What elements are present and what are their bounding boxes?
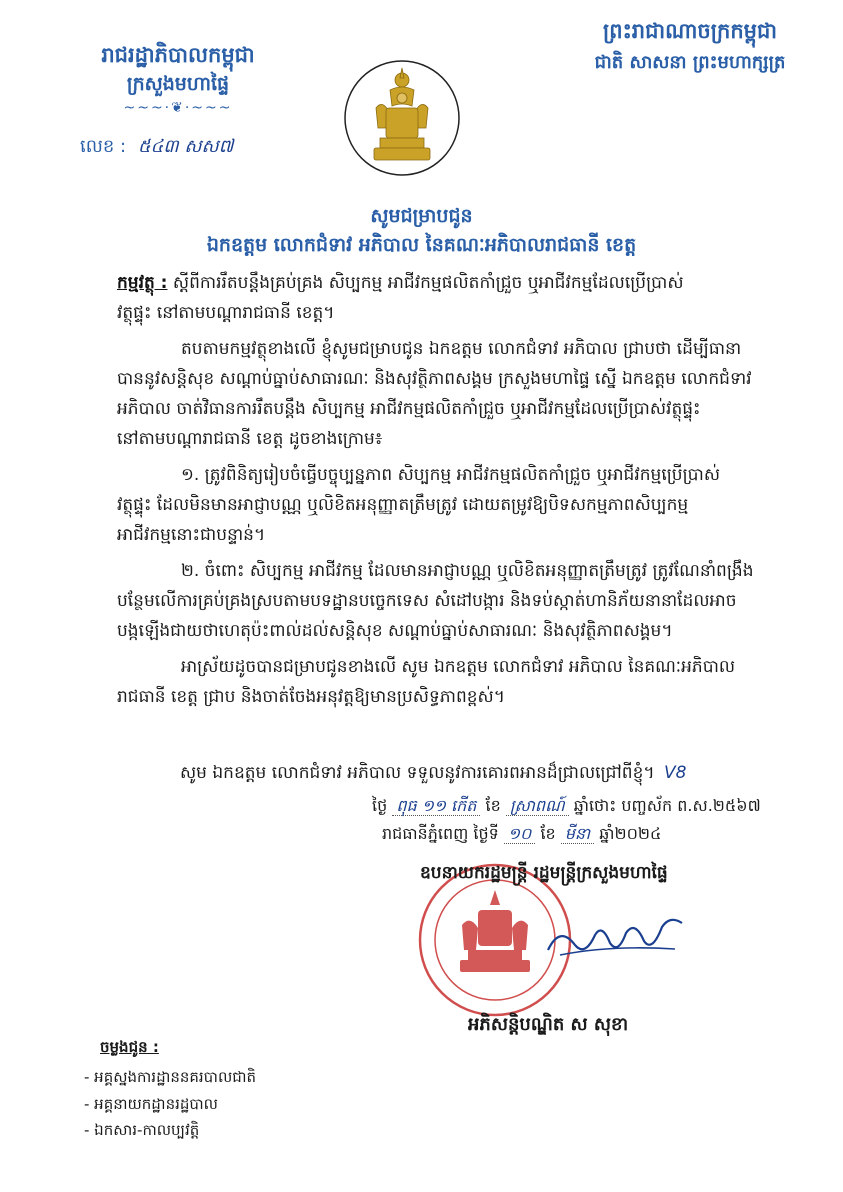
- lunar-month-label: ខែ: [485, 796, 501, 815]
- kingdom-name: ព្រះរាជាណាចក្រកម្ពុជា: [602, 19, 777, 43]
- para2-line1: អាស្រ័យដូចបានជម្រាបជូនខាងលើ សូម ឯកឧត្តម លោកជំទាវ អភិបាល នៃគណៈអភិបាល: [181, 657, 736, 677]
- subject-text-1: ស្ដីពីការរឹតបន្តឹងគ្រប់គ្រង សិប្បកម្ម អាជីវកម្មផលិតកាំជ្រួច ឬអាជីវកម្មដែលប្រើប្រាស់: [172, 273, 684, 293]
- para2-line2: រាជធានី ខេត្ត ជ្រាប និងចាត់ចែងអនុវត្តឱ្យមានប្រសិទ្ធភាពខ្ពស់។: [117, 687, 505, 707]
- kingdom-header: [560, 14, 820, 78]
- cc-title: ចម្លងជូន :: [100, 1038, 159, 1056]
- solar-day-value: ១០: [504, 824, 535, 844]
- para1-line3: អភិបាល ចាត់វិធានការរឹតបន្តឹង សិប្បកម្ម អាជីវកម្មផលិតកាំជ្រួច ឬអាជីវកម្មដែលប្រើប្រាស់វត្ថុផ្ទុះ: [117, 399, 701, 419]
- item2-line2: បន្ថែមលើការគ្រប់គ្រងស្របតាមបទដ្ឋានបច្ចេកទេស សំដៅបង្ការ និងទប់ស្កាត់ហានិភ័យនានាដែលអាច: [117, 591, 737, 611]
- closing-line: [180, 762, 686, 787]
- closing-text: សូម ឯកឧត្តម លោកជំទាវ អភិបាល ទទួលនូវការគោរពអានដ៏ជ្រាលជ្រៅពីខ្ញុំ។: [180, 763, 655, 783]
- royal-emblem-icon: [342, 58, 462, 178]
- solar-year: ឆ្នាំ២០២៤: [599, 824, 662, 843]
- ministry-name: ក្រសួងមហាផ្ទៃ: [126, 73, 230, 95]
- letter-body: [117, 268, 785, 712]
- addressee-greeting: សូមជម្រាបជូន: [370, 205, 473, 227]
- solar-month-label: ខែ: [540, 824, 556, 843]
- cc-item: - អគ្គស្នងការដ្ឋាននគរបាលជាតិ: [84, 1068, 257, 1086]
- national-motto: ជាតិ សាសនា ព្រះមហាក្សត្រ: [594, 52, 786, 73]
- cc-item: - ឯកសារ-កាលប្បវត្តិ: [84, 1121, 200, 1139]
- subject-label: កម្មវត្ថុ :: [117, 273, 168, 293]
- subject-line: [117, 268, 785, 298]
- solar-place-label: រាជធានីភ្នំពេញ ថ្ងៃទី: [382, 824, 499, 843]
- reference-value: ៥៤៣ សស៧: [137, 136, 234, 157]
- item1-line2: វត្ថុផ្ទុះ ដែលមិនមានអាជ្ញាបណ្ណ ឬលិខិតអនុញ្ញាតត្រឹមត្រូវ ដោយតម្រូវឱ្យបិទសកម្មភាពសិប្បកម្ម: [117, 495, 689, 515]
- item2-line3: បង្កឡើងជាយថាហេតុប៉ះពាល់ដល់សន្តិសុខ សណ្ដាប់ធ្នាប់សាធារណៈ និងសុវត្ថិភាពសង្គម។: [117, 621, 673, 641]
- handwritten-signature-icon: [540, 905, 690, 965]
- para1-line2: បាននូវសន្តិសុខ សណ្ដាប់ធ្នាប់សាធារណៈ និងសុវត្ថិភាពសង្គម ក្រសួងមហាផ្ទៃ ស្នើ ឯកឧត្តម លោកជំទាវ: [117, 369, 752, 389]
- item1-line1: ១. ត្រូវពិនិត្យរៀបចំធ្វើបច្ចុប្បន្នភាព សិប្បកម្ម អាជីវកម្មផលិតកាំជ្រួច ឬអាជីវកម្មប្រើប្រាស់: [181, 465, 721, 485]
- handwritten-mark: V8: [664, 763, 687, 783]
- solar-month-value: មីនា: [561, 824, 594, 844]
- ministry-header: [58, 40, 298, 118]
- item2-line1: ២. ចំពោះ សិប្បកម្ម អាជីវកម្ម ដែលមានអាជ្ញាបណ្ណ ឬលិខិតអនុញ្ញាតត្រឹមត្រូវ ត្រូវណែនាំពង្រឹង: [181, 561, 754, 581]
- government-name: រាជរដ្ឋាភិបាលកម្ពុជា: [101, 43, 255, 67]
- lunar-month-value: ស្រាពណ៍: [506, 796, 569, 816]
- signatory-title: ឧបនាយករដ្ឋមន្ត្រី រដ្ឋមន្ត្រីក្រសួងមហាផ្ទៃ: [420, 863, 668, 883]
- reference-number: [80, 134, 233, 161]
- para1-line4: នៅតាមបណ្ដារាជធានី ខេត្ត ដូចខាងក្រោម៖: [117, 429, 383, 449]
- para1-line1: តបតាមកម្មវត្ថុខាងលើ ខ្ញុំសូមជម្រាបជូន ឯកឧត្តម លោកជំទាវ អភិបាល ជ្រាបថា ដើម្បីធានា: [181, 339, 742, 359]
- lunar-year: ឆ្នាំថោះ បញ្ចស័ក ព.ស.២៥៦៧: [573, 796, 761, 815]
- lunar-day-label: ថ្ងៃ: [372, 796, 388, 815]
- subject-text-2: វត្ថុផ្ទុះ នៅតាមបណ្ដារាជធានី ខេត្ត។: [117, 303, 335, 323]
- signatory-name: អភិសន្តិបណ្ឌិត ស សុខា: [468, 1014, 629, 1035]
- reference-label: លេខ :: [80, 136, 127, 157]
- lunar-day-value: ពុធ ១១ កើត: [392, 796, 480, 816]
- lunar-date: [372, 795, 761, 819]
- cc-item: - អគ្គនាយកដ្ឋានរដ្ឋបាល: [84, 1095, 218, 1113]
- item1-line3: អាជីវកម្មនោះជាបន្ទាន់។: [117, 525, 266, 545]
- ornament-divider: ~~~·❦·~~~: [123, 100, 233, 116]
- addressee-recipient: ឯកឧត្តម លោកជំទាវ អភិបាល នៃគណៈអភិបាលរាជធានី ខេត្ត: [206, 234, 637, 256]
